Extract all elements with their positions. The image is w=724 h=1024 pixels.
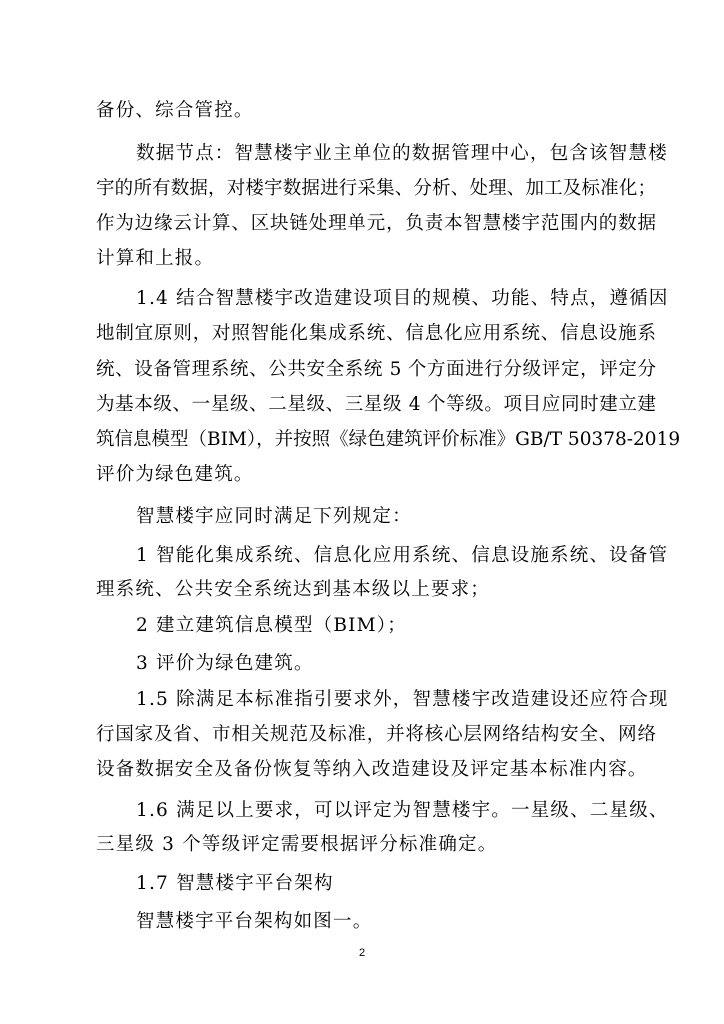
text-line: 智慧楼宇平台架构如图一。 — [136, 911, 373, 932]
text-line: 1.6 满足以上要求，可以评定为智慧楼宇。一星级、二星级、 — [136, 800, 669, 821]
text-line: 3 评价为绿色建筑。 — [136, 653, 314, 674]
text-line: 2 建立建筑信息模型（BIM）； — [136, 615, 407, 636]
text-line: 宇的所有数据，对楼宇数据进行采集、分析、处理、加工及标准化； — [96, 178, 656, 199]
text-line: 三星级 3 个等级评定需要根据评分标准确定。 — [96, 834, 498, 855]
text-line: 计算和上报。 — [96, 248, 215, 269]
text-line: 作为边缘云计算、区块链处理单元，负责本智慧楼宇范围内的数据 — [96, 213, 656, 234]
text-line: 智慧楼宇应同时满足下列规定： — [136, 506, 412, 527]
text-line: 行国家及省、市相关规范及标准，并将核心层网络结构安全、网络 — [96, 724, 656, 745]
text-line: 1.5 除满足本标准指引要求外，智慧楼宇改造建设还应符合现 — [136, 689, 669, 710]
text-line: 备份、综合管控。 — [96, 100, 254, 121]
text-line: 设备数据安全及备份恢复等纳入改造建设及评定基本标准内容。 — [96, 759, 648, 780]
text-line: 理系统、公共安全系统达到基本级以上要求； — [96, 579, 491, 600]
text-line: 为基本级、一星级、二星级、三星级 4 个等级。项目应同时建立建 — [96, 394, 656, 415]
text-line: 筑信息模型（BIM），并按照《绿色建筑评价标准》GB/T 50378-2019 — [96, 429, 681, 450]
section-heading: 1.7 智慧楼宇平台架构 — [136, 873, 334, 894]
text-line: 地制宜原则，对照智能化集成系统、信息化应用系统、信息设施系 — [96, 323, 656, 344]
text-line: 1 智能化集成系统、信息化应用系统、信息设施系统、设备管 — [136, 545, 669, 566]
page-number: 2 — [358, 947, 366, 959]
text-line: 1.4 结合智慧楼宇改造建设项目的规模、功能、特点，遵循因 — [136, 288, 669, 309]
text-line: 评价为绿色建筑。 — [96, 464, 254, 485]
text-line: 统、设备管理系统、公共安全系统 5 个方面进行分级评定，评定分 — [96, 359, 656, 380]
text-line: 数据节点：智慧楼宇业主单位的数据管理中心，包含该智慧楼 — [136, 143, 668, 164]
